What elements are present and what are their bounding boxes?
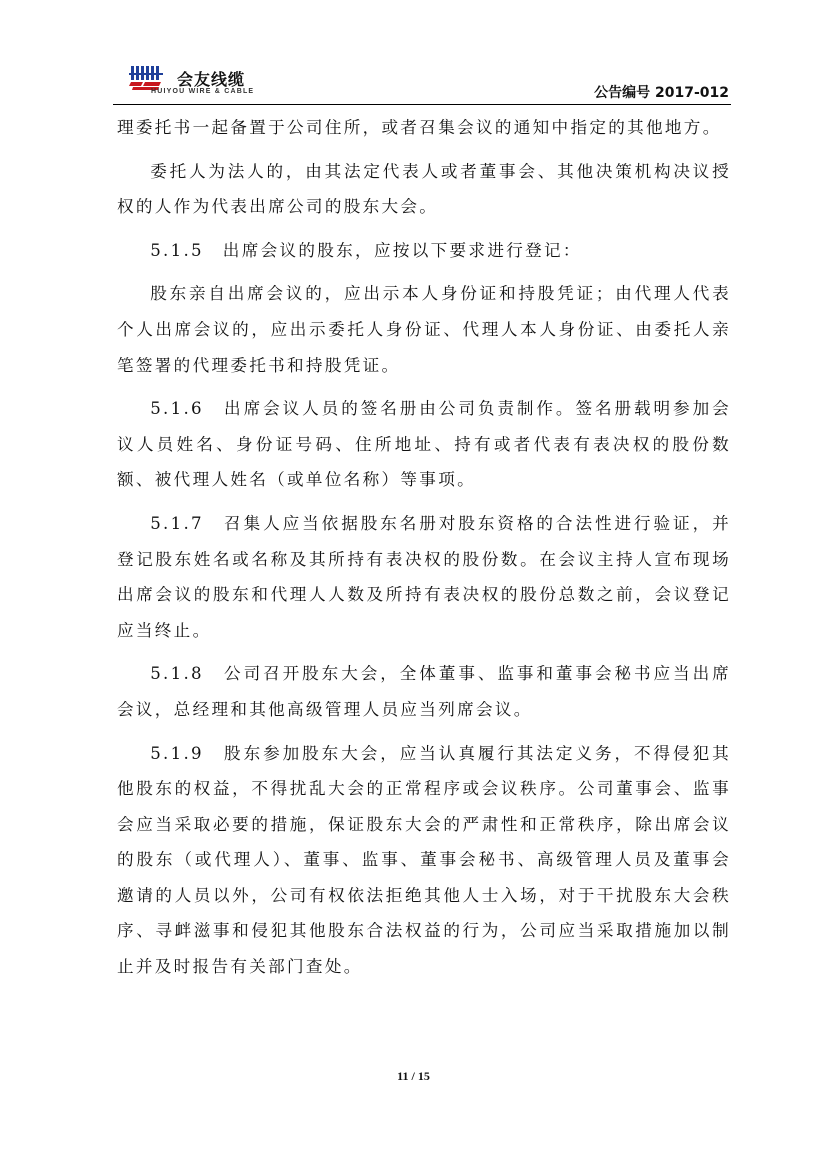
page-header <box>113 58 731 104</box>
clause-heading: 5.1.5 出席会议的股东，应按以下要求进行登记： <box>150 240 582 260</box>
clause-paragraph: 5.1.9 股东参加股东大会，应当认真履行其法定义务，不得侵犯其他股东的权益，不得扰乱大会的正常程序或会议秩序。公司董事会、监事会应当采取必要的措施，保证股东大会的严肃性和正常秩序，除出席会议的股东（或代理人）、董事、监事、董事会秘书、高级管理人员及董事会邀请的人员以外，公司有权依法拒绝其他人士入场，对于干扰股东大会秩序、寻衅滋事和侵犯其他股东合法权益的行为，公司应当采取措施加以制止并及时报告有关部门查处。 <box>117 743 731 977</box>
paragraph: 股东亲自出席会议的，应出示本人身份证和持股凭证；由代理人代表个人出席会议的，应出示委托人身份证、代理人本人身份证、由委托人亲笔签署的代理委托书和持股凭证。 <box>117 284 731 375</box>
clause-paragraph: 5.1.7 召集人应当依据股东名册对股东资格的合法性进行验证，并登记股东姓名或名称及其所持有表决权的股份数。在会议主持人宣布现场出席会议的股东和代理人人数及所持有表决权的股份总数之前，会议登记应当终止。 <box>117 513 731 640</box>
clause-paragraph: 5.1.6 出席会议人员的签名册由公司负责制作。签名册载明参加会议人员姓名、身份证号码、住所地址、持有或者代表有表决权的股份数额、被代理人姓名（或单位名称）等事项。 <box>117 399 731 490</box>
document-body <box>117 110 731 993</box>
announcement-number: 公告编号 2017-012 <box>594 85 729 101</box>
company-logo <box>129 64 299 98</box>
page-number: 11 / 15 <box>397 1069 430 1083</box>
paragraph: 委托人为法人的，由其法定代表人或者董事会、其他决策机构决议授权的人作为代表出席公司的股东大会。 <box>117 161 731 217</box>
logo-chinese-name: 会友线缆 <box>177 70 246 89</box>
clause-paragraph: 5.1.8 公司召开股东大会，全体董事、监事和董事会秘书应当出席会议，总经理和其他高级管理人员应当列席会议。 <box>117 664 731 719</box>
paragraph: 理委托书一起备置于公司住所，或者召集会议的通知中指定的其他地方。 <box>117 118 722 137</box>
logo-english-name: HUIYOU WIRE & CABLE <box>151 88 255 95</box>
header-divider <box>113 104 731 105</box>
